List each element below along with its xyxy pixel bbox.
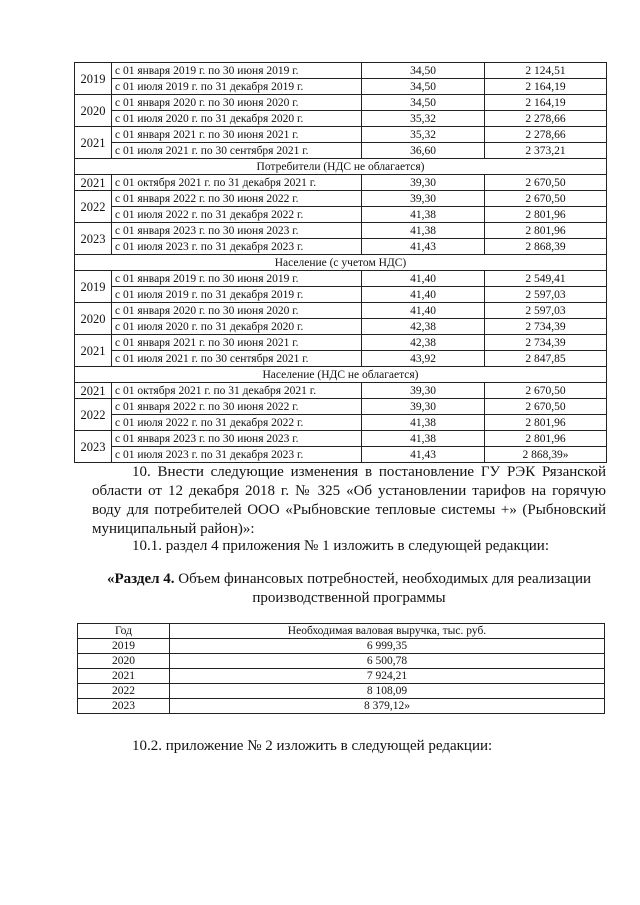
revenue-value-cell: 7 924,21 [170, 669, 605, 684]
rate-cell: 41,40 [362, 303, 485, 319]
period-cell: с 01 января 2020 г. по 30 июня 2020 г. [112, 95, 362, 111]
section-4-title: Объем финансовых потребностей, необходимых для реализации производственной программы [178, 571, 592, 606]
tariff-row [75, 271, 607, 287]
tariff-row [75, 351, 607, 367]
value-cell: 2 801,96 [485, 207, 607, 223]
revenue-table-body [78, 639, 605, 714]
rate-cell: 41,38 [362, 415, 485, 431]
value-cell: 2 868,39» [485, 447, 607, 463]
period-cell: с 01 января 2020 г. по 30 июня 2020 г. [112, 303, 362, 319]
paragraph-10-1: 10.1. раздел 4 приложения № 1 изложить в следующей редакции: [132, 538, 549, 554]
value-cell: 2 278,66 [485, 111, 607, 127]
rate-cell: 42,38 [362, 335, 485, 351]
rate-cell: 41,43 [362, 239, 485, 255]
tariff-row [75, 239, 607, 255]
rate-cell: 41,43 [362, 447, 485, 463]
value-cell: 2 549,41 [485, 271, 607, 287]
period-cell: с 01 июля 2022 г. по 31 декабря 2022 г. [112, 207, 362, 223]
value-cell: 2 801,96 [485, 415, 607, 431]
section-row [75, 367, 607, 383]
tariff-row [75, 95, 607, 111]
value-cell: 2 164,19 [485, 95, 607, 111]
value-cell: 2 597,03 [485, 303, 607, 319]
period-cell: с 01 января 2023 г. по 30 июня 2023 г. [112, 431, 362, 447]
year-cell: 2023 [75, 223, 112, 255]
revenue-value-cell: 6 500,78 [170, 654, 605, 669]
tariff-row [75, 415, 607, 431]
year-cell: 2021 [75, 175, 112, 191]
period-cell: с 01 октября 2021 г. по 31 декабря 2021 г. [112, 175, 362, 191]
year-cell: 2020 [75, 95, 112, 127]
value-cell: 2 373,21 [485, 143, 607, 159]
rate-cell: 34,50 [362, 63, 485, 79]
revenue-table-header [78, 624, 605, 639]
value-cell: 2 670,50 [485, 175, 607, 191]
section-4-heading [92, 570, 606, 608]
value-cell: 2 868,39 [485, 239, 607, 255]
period-cell: с 01 июля 2020 г. по 31 декабря 2020 г. [112, 111, 362, 127]
value-cell: 2 734,39 [485, 319, 607, 335]
period-cell: с 01 января 2021 г. по 30 июня 2021 г. [112, 335, 362, 351]
period-cell: с 01 января 2019 г. по 30 июня 2019 г. [112, 63, 362, 79]
revenue-year-cell: 2023 [78, 699, 170, 714]
rate-cell: 41,40 [362, 287, 485, 303]
section-row [75, 255, 607, 271]
period-cell: с 01 октября 2021 г. по 31 декабря 2021 г. [112, 383, 362, 399]
year-cell: 2019 [75, 271, 112, 303]
revenue-row [78, 654, 605, 669]
year-cell: 2020 [75, 303, 112, 335]
value-cell: 2 847,85 [485, 351, 607, 367]
tariff-row [75, 207, 607, 223]
rate-cell: 34,50 [362, 79, 485, 95]
value-cell: 2 278,66 [485, 127, 607, 143]
tariff-row [75, 447, 607, 463]
tariff-row [75, 399, 607, 415]
rate-cell: 35,32 [362, 111, 485, 127]
period-cell: с 01 января 2023 г. по 30 июня 2023 г. [112, 223, 362, 239]
year-cell: 2022 [75, 191, 112, 223]
period-cell: с 01 июля 2022 г. по 31 декабря 2022 г. [112, 415, 362, 431]
revenue-row [78, 699, 605, 714]
tariff-row [75, 127, 607, 143]
year-cell: 2023 [75, 431, 112, 463]
year-cell: 2021 [75, 335, 112, 367]
tariff-table-body [75, 63, 607, 463]
rate-cell: 39,30 [362, 175, 485, 191]
revenue-year-cell: 2019 [78, 639, 170, 654]
revenue-value-cell: 6 999,35 [170, 639, 605, 654]
value-cell: 2 124,51 [485, 63, 607, 79]
tariff-row [75, 287, 607, 303]
period-cell: с 01 января 2021 г. по 30 июня 2021 г. [112, 127, 362, 143]
revenue-value-cell: 8 379,12» [170, 699, 605, 714]
rate-cell: 42,38 [362, 319, 485, 335]
rate-cell: 39,30 [362, 383, 485, 399]
value-cell: 2 670,50 [485, 399, 607, 415]
period-cell: с 01 января 2022 г. по 30 июня 2022 г. [112, 191, 362, 207]
revenue-row [78, 639, 605, 654]
rate-cell: 43,92 [362, 351, 485, 367]
tariff-row [75, 63, 607, 79]
period-cell: с 01 июля 2021 г. по 30 сентября 2021 г. [112, 351, 362, 367]
header-value: Необходимая валовая выручка, тыс. руб. [170, 624, 605, 639]
year-cell: 2019 [75, 63, 112, 95]
year-cell: 2021 [75, 383, 112, 399]
revenue-value-cell: 8 108,09 [170, 684, 605, 699]
year-cell: 2022 [75, 399, 112, 431]
value-cell: 2 801,96 [485, 223, 607, 239]
section-title: Население (НДС не облагается) [75, 367, 607, 383]
rate-cell: 39,30 [362, 191, 485, 207]
period-cell: с 01 июля 2020 г. по 31 декабря 2020 г. [112, 319, 362, 335]
paragraph-10-2: 10.2. приложение № 2 изложить в следующей редакции: [132, 738, 493, 754]
revenue-year-cell: 2022 [78, 684, 170, 699]
tariff-row [75, 191, 607, 207]
period-cell: с 01 июля 2023 г. по 31 декабря 2023 г. [112, 239, 362, 255]
revenue-table [77, 623, 605, 714]
rate-cell: 39,30 [362, 399, 485, 415]
rate-cell: 41,38 [362, 223, 485, 239]
revenue-year-cell: 2021 [78, 669, 170, 684]
rate-cell: 36,60 [362, 143, 485, 159]
tariff-row [75, 79, 607, 95]
tariff-row [75, 303, 607, 319]
tariff-row [75, 431, 607, 447]
revenue-row [78, 669, 605, 684]
value-cell: 2 670,50 [485, 191, 607, 207]
value-cell: 2 670,50 [485, 383, 607, 399]
section-title: Население (с учетом НДС) [75, 255, 607, 271]
rate-cell: 41,38 [362, 431, 485, 447]
period-cell: с 01 июля 2023 г. по 31 декабря 2023 г. [112, 447, 362, 463]
year-cell: 2021 [75, 127, 112, 159]
tariff-row [75, 319, 607, 335]
period-cell: с 01 июля 2019 г. по 31 декабря 2019 г. [112, 79, 362, 95]
tariff-table [74, 62, 607, 463]
period-cell: с 01 июля 2019 г. по 31 декабря 2019 г. [112, 287, 362, 303]
tariff-row [75, 111, 607, 127]
value-cell: 2 164,19 [485, 79, 607, 95]
tariff-row [75, 223, 607, 239]
period-cell: с 01 января 2019 г. по 30 июня 2019 г. [112, 271, 362, 287]
rate-cell: 41,38 [362, 207, 485, 223]
period-cell: с 01 января 2022 г. по 30 июня 2022 г. [112, 399, 362, 415]
value-cell: 2 597,03 [485, 287, 607, 303]
revenue-row [78, 684, 605, 699]
tariff-row [75, 383, 607, 399]
tariff-row [75, 143, 607, 159]
value-cell: 2 801,96 [485, 431, 607, 447]
tariff-row [75, 335, 607, 351]
rate-cell: 41,40 [362, 271, 485, 287]
tariff-row [75, 175, 607, 191]
header-year: Год [78, 624, 170, 639]
period-cell: с 01 июля 2021 г. по 30 сентября 2021 г. [112, 143, 362, 159]
rate-cell: 34,50 [362, 95, 485, 111]
revenue-year-cell: 2020 [78, 654, 170, 669]
value-cell: 2 734,39 [485, 335, 607, 351]
section-4-label: «Раздел 4. [106, 571, 175, 587]
section-row [75, 159, 607, 175]
paragraph-10: 10. Внести следующие изменения в постановление ГУ РЭК Рязанской области от 12 декабря 2018 г. № 325 «Об установлении тарифов на горячую воду для потребителей ООО «Рыбновские тепловые системы +» (Рыбновский муниципальный район)»: [92, 464, 606, 537]
section-title: Потребители (НДС не облагается) [75, 159, 607, 175]
rate-cell: 35,32 [362, 127, 485, 143]
